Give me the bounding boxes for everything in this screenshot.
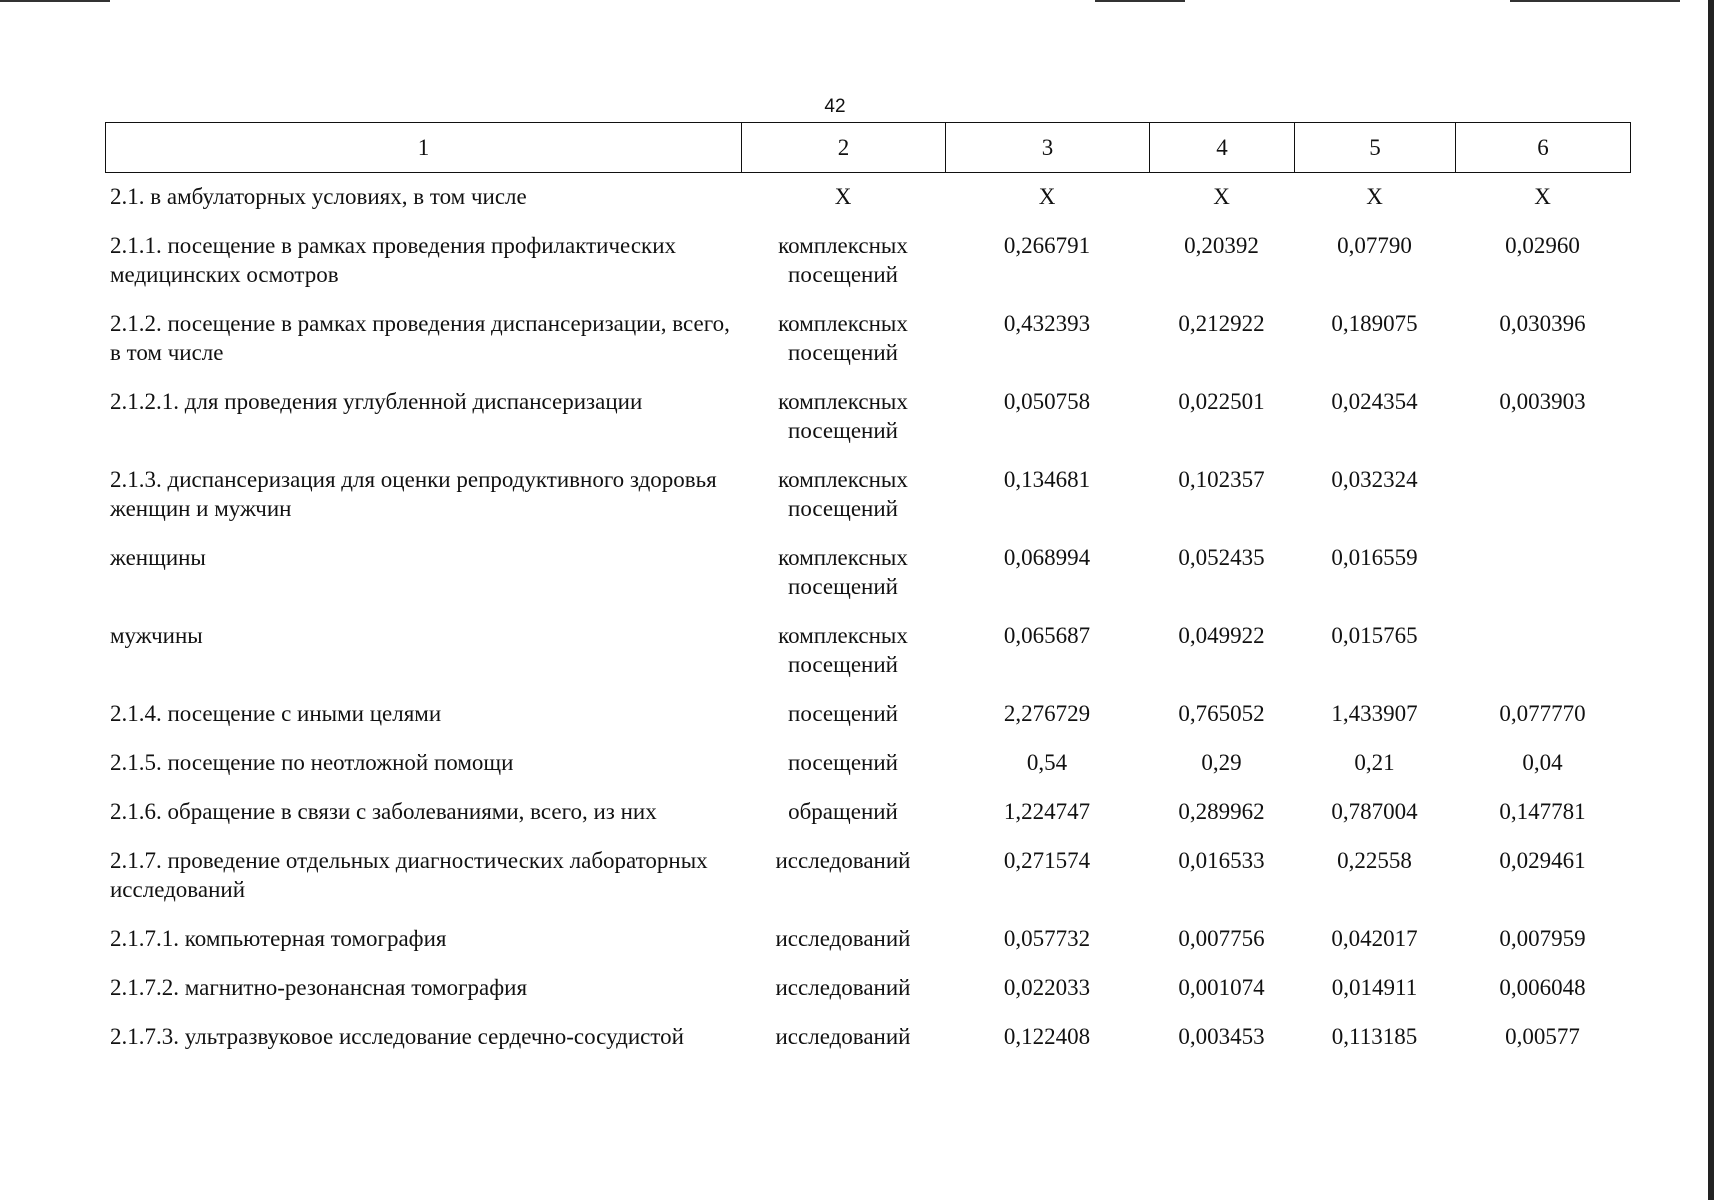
row-unit-cell: комплексных посещений <box>778 623 908 677</box>
row-value-col3: 0,122408 <box>1003 1024 1091 1049</box>
row-value-col6 <box>1455 455 1630 533</box>
row-value-col5: 0,21 <box>1354 750 1395 775</box>
row-name-cell: 2.1.7. проведение отдельных диагностических лабораторных исследований <box>110 848 708 902</box>
row-value-col4: 0,003453 <box>1178 1024 1265 1049</box>
row-unit-cell: комплексных посещений <box>778 545 908 599</box>
table-row <box>105 836 1630 914</box>
row-value-col3: 0,54 <box>1026 750 1068 775</box>
row-value-col6: 0,147781 <box>1499 799 1586 824</box>
row-value-col5: 0,113185 <box>1331 1024 1418 1049</box>
column-header-row <box>106 123 1631 173</box>
row-value-col6 <box>1455 533 1630 611</box>
row-unit-cell: исследований <box>775 1024 911 1049</box>
table-row <box>105 738 1630 787</box>
table-row <box>105 1012 1630 1061</box>
row-value-col4: 0,212922 <box>1178 311 1265 336</box>
table-row <box>105 611 1630 689</box>
row-value-col3: 0,050758 <box>1003 389 1091 414</box>
row-value-col4: 0,052435 <box>1178 545 1265 570</box>
table-row <box>105 221 1630 299</box>
table-row <box>105 787 1630 836</box>
row-value-col3: 2,276729 <box>1003 701 1091 726</box>
table-body <box>105 180 1630 1061</box>
row-name-cell: женщины <box>110 545 206 570</box>
row-name-cell: 2.1.6. обращение в связи с заболеваниями, всего, из них <box>110 799 657 824</box>
row-value-col4: 0,049922 <box>1178 623 1265 648</box>
row-value-col6: Х <box>1534 184 1551 209</box>
table-row <box>105 533 1630 611</box>
row-value-col4: 0,102357 <box>1178 467 1265 492</box>
row-value-col3: 0,068994 <box>1003 545 1091 570</box>
row-unit-cell: Х <box>834 184 852 209</box>
row-value-col3: Х <box>1038 184 1056 209</box>
row-value-col5: 1,433907 <box>1331 701 1418 726</box>
row-value-col4: 0,29 <box>1201 750 1242 775</box>
row-value-col6: 0,04 <box>1522 750 1563 775</box>
scan-mark <box>1095 0 1185 2</box>
row-unit-cell: исследований <box>775 926 911 951</box>
row-name-cell: 2.1. в амбулаторных условиях, в том числе <box>110 184 527 209</box>
row-name-cell: 2.1.3. диспансеризация для оценки репродуктивного здоровья женщин и мужчин <box>110 467 717 521</box>
row-value-col6: 0,006048 <box>1499 975 1586 1000</box>
row-value-col5: 0,032324 <box>1331 467 1418 492</box>
row-unit-cell: исследований <box>775 848 911 873</box>
row-value-col3: 1,224747 <box>1003 799 1091 824</box>
row-value-col3: 0,266791 <box>1003 233 1091 258</box>
row-value-col6: 0,02960 <box>1505 233 1580 258</box>
column-header-table <box>105 122 1631 173</box>
row-unit-cell: комплексных посещений <box>778 467 908 521</box>
row-value-col6 <box>1455 611 1630 689</box>
row-value-col3: 0,022033 <box>1003 975 1091 1000</box>
row-value-col3: 0,271574 <box>1003 848 1091 873</box>
row-unit-cell: комплексных посещений <box>778 233 908 287</box>
row-unit-cell: комплексных посещений <box>778 389 908 443</box>
row-value-col4: 0,016533 <box>1178 848 1265 873</box>
row-value-col6: 0,030396 <box>1499 311 1586 336</box>
column-header: 3 <box>946 123 1150 173</box>
row-unit-cell: исследований <box>775 975 911 1000</box>
row-value-col6: 0,003903 <box>1499 389 1586 414</box>
row-value-col5: 0,014911 <box>1331 975 1418 1000</box>
row-value-col4: 0,765052 <box>1178 701 1265 726</box>
row-value-col5: Х <box>1366 184 1383 209</box>
row-value-col6: 0,007959 <box>1499 926 1586 951</box>
row-value-col5: 0,042017 <box>1331 926 1418 951</box>
row-value-col4: 0,022501 <box>1178 389 1265 414</box>
row-value-col3: 0,134681 <box>1003 467 1091 492</box>
row-value-col5: 0,22558 <box>1337 848 1412 873</box>
column-header: 1 <box>106 123 742 173</box>
row-value-col3: 0,432393 <box>1003 311 1091 336</box>
row-value-col6: 0,029461 <box>1499 848 1586 873</box>
row-name-cell: 2.1.1. посещение в рамках проведения профилактических медицинских осмотров <box>110 233 677 287</box>
row-value-col4: 0,001074 <box>1178 975 1265 1000</box>
table-row <box>105 689 1630 738</box>
column-header: 4 <box>1150 123 1295 173</box>
row-value-col4: 0,007756 <box>1178 926 1265 951</box>
row-name-cell: 2.1.2.1. для проведения углубленной диспансеризации <box>110 389 643 414</box>
scan-mark <box>0 0 110 2</box>
column-header: 5 <box>1295 123 1456 173</box>
table-row <box>105 455 1630 533</box>
row-unit-cell: комплексных посещений <box>778 311 908 365</box>
row-value-col6: 0,077770 <box>1499 701 1586 726</box>
data-table <box>105 180 1630 1061</box>
row-unit-cell: обращений <box>788 799 898 824</box>
row-value-col6: 0,00577 <box>1505 1024 1580 1049</box>
row-value-col4: 0,20392 <box>1184 233 1259 258</box>
table-row <box>105 180 1630 221</box>
column-header: 6 <box>1456 123 1631 173</box>
row-value-col3: 0,065687 <box>1003 623 1091 648</box>
row-unit-cell: посещений <box>788 750 898 775</box>
table-row <box>105 377 1630 455</box>
row-name-cell: 2.1.7.1. компьютерная томография <box>110 926 447 951</box>
page-number: 42 <box>824 96 846 117</box>
row-name-cell: 2.1.4. посещение с иными целями <box>110 701 442 726</box>
row-value-col4: 0,289962 <box>1178 799 1265 824</box>
row-name-cell: 2.1.5. посещение по неотложной помощи <box>110 750 514 775</box>
row-value-col5: 0,07790 <box>1337 233 1412 258</box>
row-value-col5: 0,787004 <box>1331 799 1418 824</box>
row-value-col4: Х <box>1213 184 1230 209</box>
row-unit-cell: посещений <box>788 701 898 726</box>
row-value-col5: 0,024354 <box>1331 389 1418 414</box>
column-header: 2 <box>742 123 946 173</box>
scan-mark <box>1510 0 1680 2</box>
row-name-cell: 2.1.2. посещение в рамках проведения диспансеризации, всего, в том числе <box>110 311 730 365</box>
table-row <box>105 299 1630 377</box>
table-row <box>105 914 1630 963</box>
table-row <box>105 963 1630 1012</box>
row-name-cell: мужчины <box>110 623 203 648</box>
row-value-col3: 0,057732 <box>1003 926 1091 951</box>
row-name-cell: 2.1.7.3. ультразвуковое исследование сердечно-сосудистой <box>110 1024 684 1049</box>
scan-edge <box>1708 0 1714 1200</box>
row-name-cell: 2.1.7.2. магнитно-резонансная томография <box>110 975 528 1000</box>
row-value-col5: 0,015765 <box>1331 623 1418 648</box>
row-value-col5: 0,016559 <box>1331 545 1418 570</box>
row-value-col5: 0,189075 <box>1331 311 1418 336</box>
